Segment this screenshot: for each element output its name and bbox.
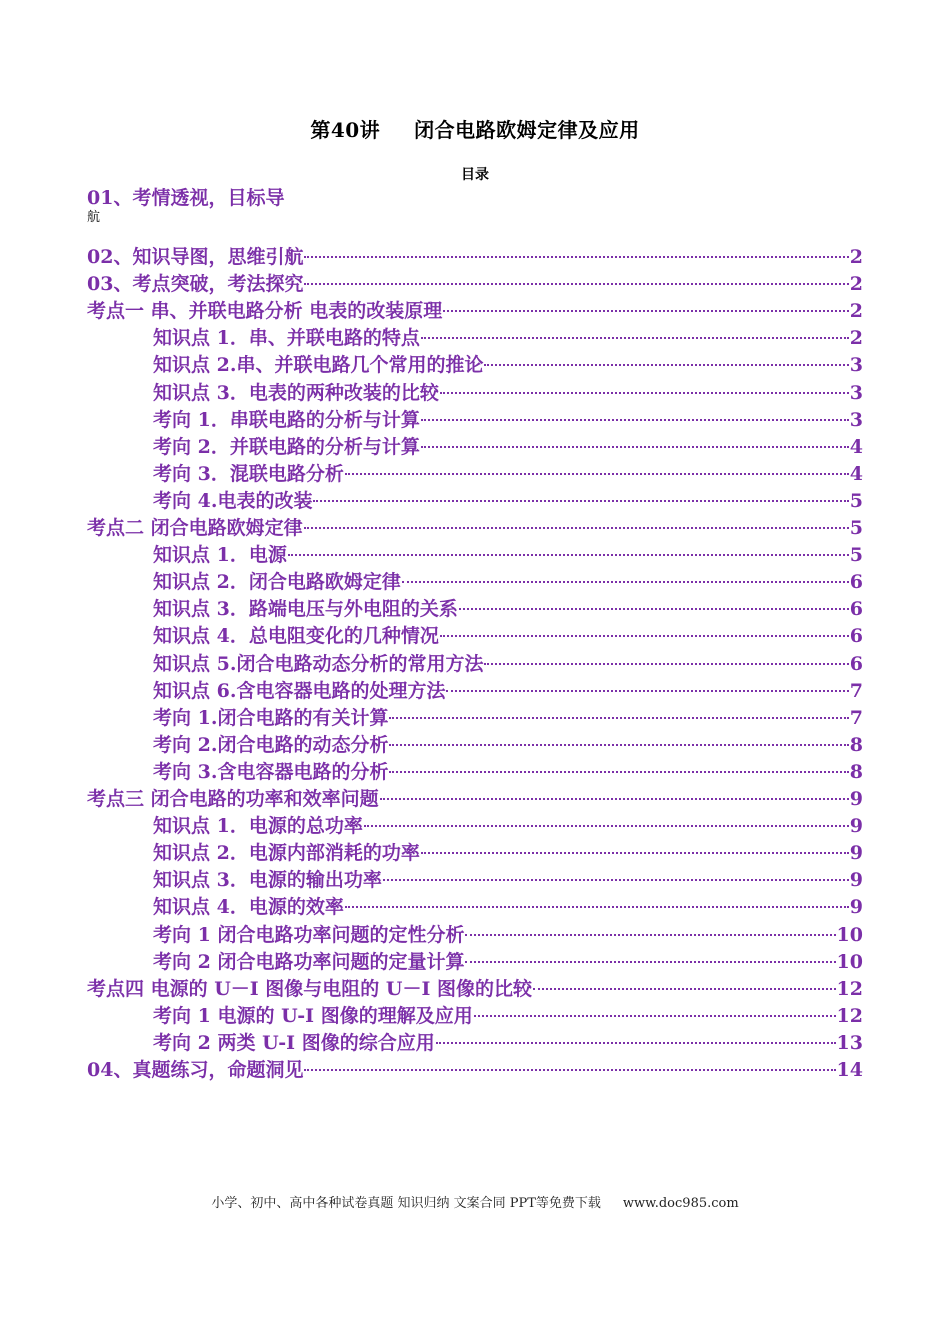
toc-leader-dots (440, 633, 849, 637)
toc-entry-label: 知识点 4．总电阻变化的几种情况 (153, 625, 439, 647)
toc-entry[interactable] (153, 757, 863, 783)
lecture-topic: 闭合电路欧姆定律及应用 (414, 118, 640, 142)
toc-page-number: 4 (849, 436, 863, 458)
toc-entry[interactable] (87, 513, 863, 539)
toc-entry[interactable] (153, 676, 863, 702)
toc-entry[interactable] (153, 567, 863, 593)
toc-leader-dots (304, 254, 848, 258)
toc-leader-dots (421, 444, 849, 448)
toc-leader-dots (389, 742, 848, 746)
toc-entry-label: 04、真题练习，命题洞见 (87, 1059, 304, 1081)
toc-entry[interactable] (153, 1028, 863, 1054)
toc-page-number: 10 (836, 924, 863, 946)
toc-page-number: 2 (849, 246, 863, 268)
toc-page-number: 7 (849, 680, 863, 702)
toc-page-number: 13 (836, 1032, 863, 1054)
toc-leader-dots (459, 606, 849, 610)
toc-entry[interactable] (153, 1001, 863, 1027)
toc-entry-label: 知识点 3．电源的输出功率 (153, 869, 382, 891)
toc-entry-first[interactable] (87, 186, 387, 226)
footer-text: 小学、初中、高中各种试卷真题 知识归纳 文案合同 PPT等免费下载 (211, 1196, 601, 1211)
toc-page-number: 12 (836, 1005, 863, 1027)
toc-leader-dots (465, 959, 835, 963)
toc-entry[interactable] (153, 459, 863, 485)
toc-entry-label: 考向 1.闭合电路的有关计算 (153, 707, 389, 729)
toc-entry[interactable] (153, 947, 863, 973)
toc-leader-dots (304, 525, 849, 529)
toc-leader-dots (345, 471, 849, 475)
toc-leader-dots (288, 552, 849, 556)
toc-entry[interactable] (153, 350, 863, 376)
toc-entry-label: 知识点 3．路端电压与外电阻的关系 (153, 598, 458, 620)
toc-entry-label: 考向 2 两类 U-I 图像的综合应用 (153, 1032, 435, 1054)
toc-leader-dots (304, 281, 848, 285)
toc-page-number: 5 (849, 517, 863, 539)
toc-entry[interactable] (153, 838, 863, 864)
toc-page-number: 9 (849, 896, 863, 918)
toc-entry-label: 知识点 3．电表的两种改装的比较 (153, 382, 439, 404)
toc-entry[interactable] (153, 323, 863, 349)
toc-entry[interactable] (153, 432, 863, 458)
toc-page-number: 9 (849, 869, 863, 891)
toc-page-number: 9 (849, 815, 863, 837)
toc-entry[interactable] (87, 296, 863, 322)
toc-entry[interactable] (153, 811, 863, 837)
toc-page-number: 12 (836, 978, 863, 1000)
toc-entry-label: 知识点 4．电源的效率 (153, 896, 344, 918)
toc-entry[interactable] (153, 649, 863, 675)
toc-entry[interactable] (153, 703, 863, 729)
toc-leader-dots (402, 579, 849, 583)
toc-entry[interactable] (153, 865, 863, 891)
toc-entry-label: 知识点 2．闭合电路欧姆定律 (153, 571, 401, 593)
toc-leader-dots (465, 932, 835, 936)
toc-entry-label: 考向 1 闭合电路功率问题的定性分析 (153, 924, 465, 946)
toc-page-number: 7 (849, 707, 863, 729)
toc-entry[interactable] (153, 594, 863, 620)
toc-leader-dots (421, 335, 849, 339)
toc-leader-dots (474, 1013, 836, 1017)
toc-entry[interactable] (153, 378, 863, 404)
toc-leader-dots (389, 769, 848, 773)
toc-leader-dots (364, 823, 849, 827)
toc-entry-label: 知识点 1．串、并联电路的特点 (153, 327, 420, 349)
toc-leader-dots (533, 986, 836, 990)
toc-entry-label: 知识点 5.闭合电路动态分析的常用方法 (153, 653, 484, 675)
toc-leader-dots (389, 715, 848, 719)
toc-entry-label: 考点一 串、并联电路分析 电表的改装原理 (87, 300, 443, 322)
toc-entry-label: 考点四 电源的 U－I 图像与电阻的 U－I 图像的比较 (87, 978, 532, 1000)
toc-page-number: 9 (849, 788, 863, 810)
toc-page-number: 6 (849, 625, 863, 647)
toc-entry[interactable] (153, 405, 863, 431)
toc-page-number: 3 (849, 354, 863, 376)
toc-entry-label: 考向 1．串联电路的分析与计算 (153, 409, 420, 431)
toc-leader-dots (446, 688, 848, 692)
toc-entry[interactable] (153, 892, 863, 918)
toc-entry[interactable] (153, 920, 863, 946)
toc-page-number: 5 (849, 544, 863, 566)
toc-heading: 目录 (461, 167, 489, 183)
toc-page-number: 6 (849, 653, 863, 675)
toc-page-number: 14 (836, 1059, 863, 1081)
toc-entry[interactable] (87, 1055, 863, 1081)
toc-page-number: 9 (849, 842, 863, 864)
toc-leader-dots (484, 661, 848, 665)
toc-page-number: 3 (849, 409, 863, 431)
toc-page-number: 2 (849, 327, 863, 349)
toc-leader-dots (313, 498, 848, 502)
toc-entry-label: 考向 3.含电容器电路的分析 (153, 761, 389, 783)
toc-entry-label: 考向 4.电表的改装 (153, 490, 313, 512)
toc-entry-label: 02、知识导图，思维引航 (87, 246, 304, 268)
toc-entry-wrapped-text: 航 (87, 210, 101, 225)
toc-entry[interactable] (87, 242, 863, 268)
toc-entry[interactable] (153, 621, 863, 647)
toc-entry-label: 03、考点突破，考法探究 (87, 273, 304, 295)
lecture-number: 第40讲 (310, 118, 381, 142)
toc-entry-label: 考向 3．混联电路分析 (153, 463, 344, 485)
toc-leader-dots (383, 877, 849, 881)
toc-page-number: 6 (849, 571, 863, 593)
toc-entry-label: 知识点 2.串、并联电路几个常用的推论 (153, 354, 484, 376)
toc-page-number: 8 (849, 734, 863, 756)
footer (0, 1192, 950, 1211)
toc-leader-dots (345, 904, 849, 908)
toc-entry-label: 考向 1 电源的 U-I 图像的理解及应用 (153, 1005, 473, 1027)
toc-entry-label: 知识点 1．电源 (153, 544, 287, 566)
toc-leader-dots (421, 417, 849, 421)
toc-leader-dots (421, 850, 849, 854)
page-title (0, 114, 950, 143)
toc-entry[interactable] (153, 540, 863, 566)
toc-page-number: 5 (849, 490, 863, 512)
toc-leader-dots (440, 390, 849, 394)
toc-page-number: 8 (849, 761, 863, 783)
toc-entry[interactable] (153, 730, 863, 756)
toc-page-number: 3 (849, 382, 863, 404)
toc-entry-label: 知识点 1．电源的总功率 (153, 815, 363, 837)
toc-entry-label: 考点二 闭合电路欧姆定律 (87, 517, 303, 539)
toc-entry-label: 知识点 2．电源内部消耗的功率 (153, 842, 420, 864)
toc-page-number: 6 (849, 598, 863, 620)
toc-leader-dots (304, 1067, 835, 1071)
toc-entry[interactable] (87, 269, 863, 295)
toc-entry-label: 考点三 闭合电路的功率和效率问题 (87, 788, 379, 810)
toc-leader-dots (436, 1040, 836, 1044)
toc-entry-label: 01、考情透视，目标导 (87, 187, 285, 209)
toc-page-number: 2 (849, 300, 863, 322)
toc-page-number: 4 (849, 463, 863, 485)
toc-leader-dots (484, 362, 848, 366)
footer-site[interactable]: www.doc985.com (622, 1196, 739, 1211)
toc-entry-label: 知识点 6.含电容器电路的处理方法 (153, 680, 446, 702)
toc-entry[interactable] (87, 974, 863, 1000)
toc-entry[interactable] (87, 784, 863, 810)
toc-page-number: 10 (836, 951, 863, 973)
toc-entry[interactable] (153, 486, 863, 512)
toc-entry-label: 考向 2．并联电路的分析与计算 (153, 436, 420, 458)
toc-leader-dots (380, 796, 849, 800)
toc-entry-label: 考向 2 闭合电路功率问题的定量计算 (153, 951, 465, 973)
toc-leader-dots (443, 308, 849, 312)
toc-page-number: 2 (849, 273, 863, 295)
toc-entry-label: 考向 2.闭合电路的动态分析 (153, 734, 389, 756)
